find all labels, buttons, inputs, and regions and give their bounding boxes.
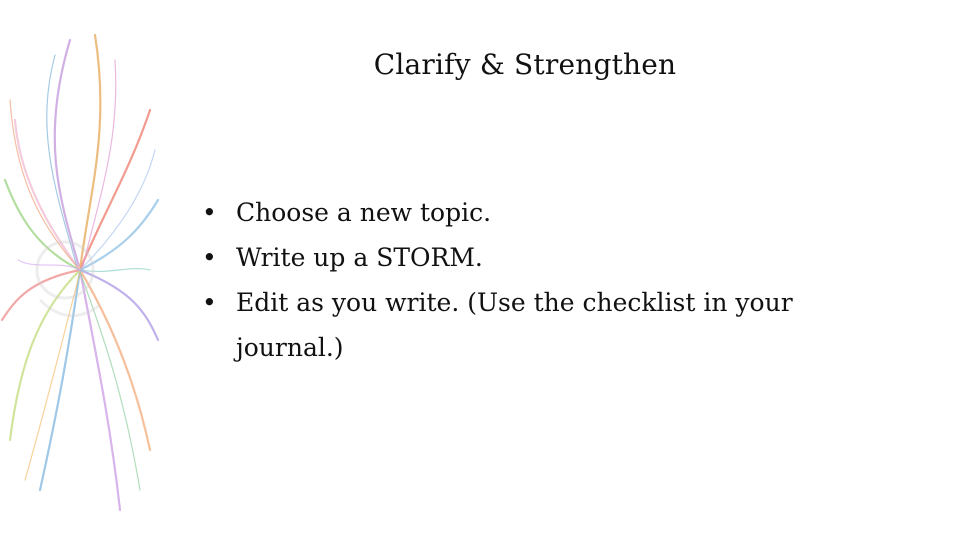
slide-title: Clarify & Strengthen — [373, 48, 677, 81]
list-item — [196, 280, 876, 370]
list-item — [196, 235, 876, 280]
bullet-marker: • — [202, 243, 217, 272]
bullet-text: Edit as you write. (Use the checklist in your journal.) — [236, 288, 793, 362]
bullet-list — [196, 190, 876, 370]
abstract-feather-art-icon — [0, 20, 160, 520]
bullet-marker: • — [202, 288, 217, 317]
bullet-marker: • — [202, 198, 217, 227]
bullet-text: Write up a STORM. — [236, 243, 483, 272]
list-item — [196, 190, 876, 235]
bullet-text: Choose a new topic. — [236, 198, 492, 227]
